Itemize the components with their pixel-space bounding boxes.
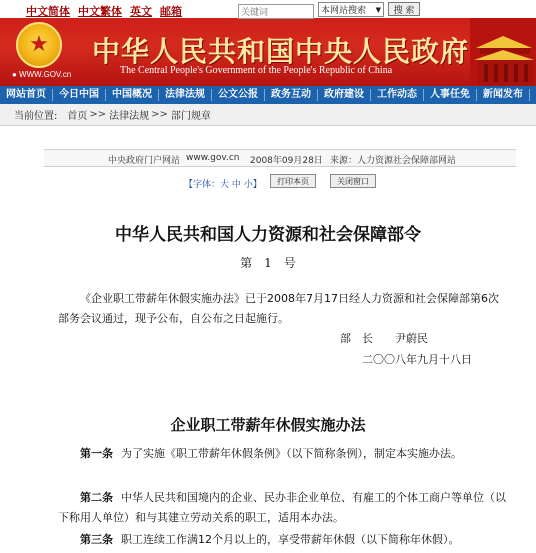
portal-name: 中央政府门户网站 (108, 156, 181, 166)
document-number: 第 1 号 (240, 256, 296, 270)
site-banner (0, 0, 536, 86)
nav-item-home[interactable]: 网站首页 (0, 89, 53, 101)
search-input[interactable] (238, 4, 314, 19)
article-text: 职工连续工作满12个月以上的，享受带薪年休假（以下简称年休假）。 (121, 533, 460, 546)
breadcrumb-separator: >> (151, 109, 168, 120)
article-text: 为了实施《职工带薪年休假条例》（以下简称条例），制定本实施办法。 (121, 447, 462, 460)
nav-item-interaction[interactable]: 政务互动 (265, 89, 318, 101)
site-title-english: The Central People's Government of the People's Republic of China (120, 65, 393, 76)
nav-item-government[interactable]: 政府建设 (318, 89, 371, 101)
article-paragraph (58, 488, 506, 528)
national-emblem-icon[interactable] (16, 22, 62, 68)
nav-item-china-today[interactable]: 今日中国 (53, 89, 106, 101)
breadcrumb-home[interactable]: 首页 (67, 111, 88, 122)
site-url: ● WWW.GOV.cn (12, 70, 72, 79)
breadcrumb-dept-regulations[interactable]: 部门规章 (170, 111, 211, 122)
portal-url: www.gov.cn (186, 153, 240, 163)
link-simplified-chinese[interactable]: 中文简体 (26, 5, 70, 18)
chevron-down-icon: ▼ (375, 5, 381, 14)
main-nav (0, 86, 536, 104)
article-tools (44, 173, 516, 191)
breadcrumb (0, 104, 536, 126)
order-text: 《企业职工带薪年休假实施办法》已于2008年7月17日经人力资源和社会保障部第6次部务会议通过，现予公布，自公布之日起施行。 (58, 292, 499, 325)
order-date: 二〇〇八年九月十八日 (362, 353, 472, 366)
tiananmen-gate-icon (470, 18, 536, 86)
order-paragraph (58, 289, 506, 329)
measures-title: 企业职工带薪年休假实施办法 (170, 416, 366, 434)
article-number: 第一条 (80, 447, 113, 460)
link-mailbox[interactable]: 邮箱 (160, 5, 182, 18)
article-paragraph (58, 530, 506, 550)
search-scope-select[interactable] (318, 2, 384, 17)
article-source: 来源：人力资源社会保障部网站 (330, 156, 457, 166)
signer: 部 长 尹蔚民 (340, 332, 428, 345)
star-icon: ★ (29, 32, 49, 57)
nav-item-gazette[interactable]: 公文公报 (212, 89, 265, 101)
article-number: 第二条 (80, 491, 113, 504)
link-traditional-chinese[interactable]: 中文繁体 (78, 5, 122, 18)
print-button[interactable]: 打印本页 (270, 174, 316, 188)
close-window-button[interactable]: 关闭窗口 (330, 174, 376, 188)
article-number: 第三条 (80, 533, 113, 546)
nav-item-press[interactable]: 新闻发布 (477, 89, 530, 101)
article-info-row (44, 149, 516, 167)
document-title: 中华人民共和国人力资源和社会保障部令 (115, 225, 421, 245)
article-content (0, 126, 536, 553)
nav-item-china-overview[interactable]: 中国概况 (106, 89, 159, 101)
publish-date: 2008年09月28日 (250, 156, 323, 166)
link-english[interactable]: 英文 (130, 5, 152, 18)
site-title-chinese: 中华人民共和国中央人民政府 (92, 35, 470, 68)
search-button[interactable]: 搜 索 (388, 2, 420, 16)
search-scope-value: 本网站搜索 (321, 6, 367, 16)
article-paragraph (58, 444, 506, 464)
breadcrumb-separator: >> (89, 109, 107, 120)
nav-item-laws[interactable]: 法律法规 (159, 89, 212, 101)
article-text: 中华人民共和国境内的企业、民办非企业单位、有雇工的个体工商户等单位（以下称用人单位）和与其建立劳动关系的职工，适用本办法。 (58, 491, 506, 524)
language-links (26, 3, 188, 19)
breadcrumb-laws[interactable]: 法律法规 (109, 111, 150, 122)
breadcrumb-label: 当前位置: (14, 111, 58, 122)
nav-item-appointments[interactable]: 人事任免 (424, 89, 477, 101)
font-size-switcher[interactable]: 【字体：大 中 小】 (184, 180, 262, 190)
nav-item-work-updates[interactable]: 工作动态 (371, 89, 424, 101)
